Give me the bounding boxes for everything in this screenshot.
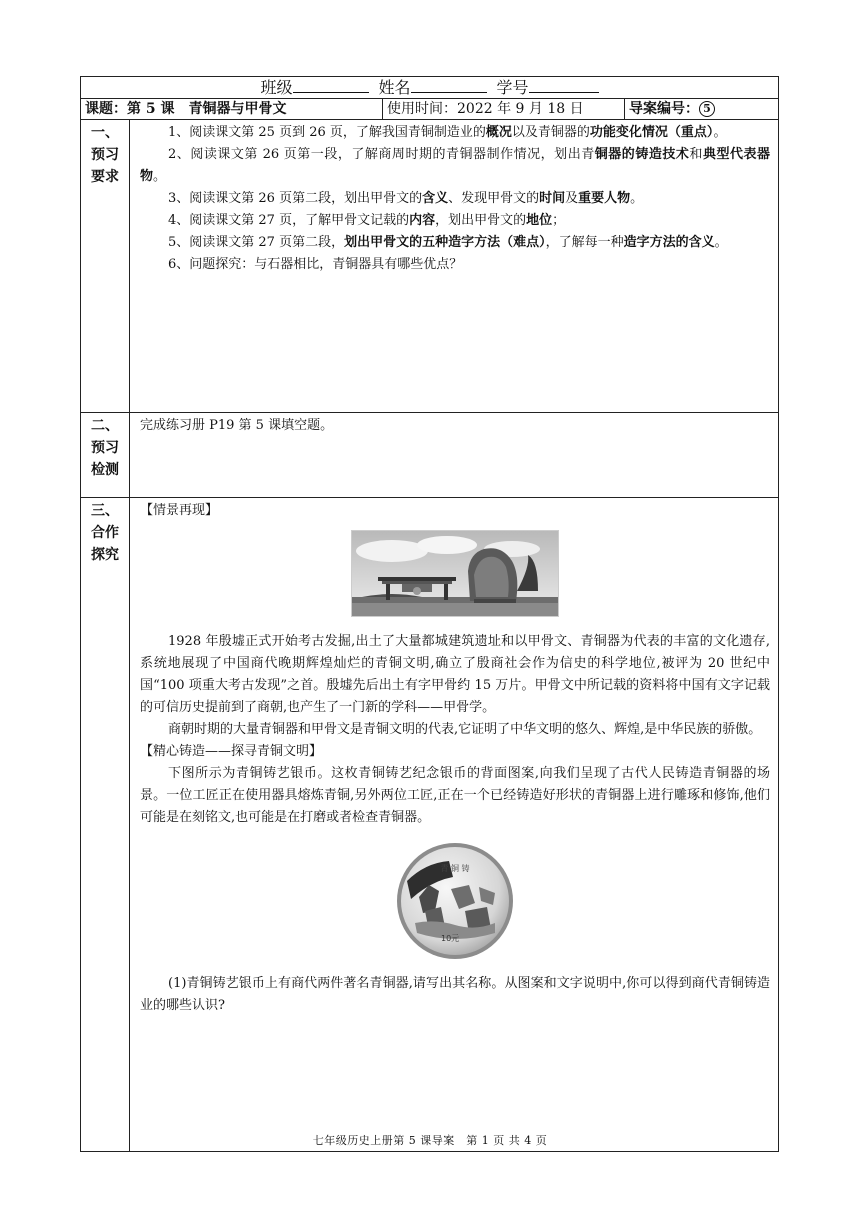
requirement-item <box>140 254 770 276</box>
requirement-text: 和 <box>689 147 703 162</box>
preview-check-text: 完成练习册 P19 第 5 课填空题。 <box>140 418 334 433</box>
section1-label: 一、 预习 要求 <box>81 120 130 413</box>
requirement-key-phrase: 划出甲骨文的五种造字方法（难点） <box>344 235 546 250</box>
scene-title: 【情景再现】 <box>140 503 219 518</box>
requirement-text: 。 <box>153 169 167 184</box>
section-preview-check <box>81 413 779 498</box>
requirement-key-phrase: 造字方法的含义 <box>623 235 715 250</box>
name-blank[interactable] <box>411 77 487 93</box>
requirement-item <box>140 122 770 144</box>
section2-content <box>130 413 779 498</box>
requirement-text: 、发现甲骨文的 <box>448 191 540 206</box>
requirement-text: 1、阅读课文第 25 页到 26 页，了解我国青铜制造业的 <box>168 125 486 140</box>
requirement-item <box>140 232 770 254</box>
page-footer: 七年级历史上册第 5 课导案 第 1 页 共 4 页 <box>312 1134 548 1147</box>
section3-label: 三、 合作 探究 <box>81 498 130 1152</box>
usage-date: 使用时间：2022 年 9 月 18 日 <box>387 101 584 117</box>
requirement-key-phrase: 铜器的铸造技术 <box>594 147 690 162</box>
requirement-key-phrase: 典型代表器物 <box>140 147 771 184</box>
requirement-key-phrase: 含义 <box>422 191 449 206</box>
casting-title: 【精心铸造——探寻青铜文明】 <box>140 744 323 759</box>
requirement-key-phrase: 重要人物 <box>578 191 631 206</box>
requirement-text: 。 <box>630 191 644 206</box>
scene-paragraph-1: 1928 年殷墟正式开始考古发掘,出土了大量都城建筑遗址和以甲骨文、青铜器为代表的丰富的文化遗存,系统地展现了中国商代晚期辉煌灿烂的青铜文明,确立了殷商社会作为信史的科学地位,被评为 20 世纪中国“100 项重大考古发现”之首。殷墟先后出土有字甲骨约 15 万片。甲骨文中所记载的资料将中国有文字记载的可信历史提前到了商朝,也产生了一门新的学科——甲骨学。 <box>140 634 771 715</box>
svg-text:青 铜 铸: 青 铜 铸 <box>440 864 470 873</box>
requirement-key-phrase: 功能变化情况（重点） <box>589 125 714 140</box>
requirement-item <box>140 188 770 210</box>
guide-number-value: 5 <box>699 101 715 117</box>
section-preview-requirements <box>81 120 779 413</box>
section-cooperative-inquiry <box>81 498 779 1152</box>
requirement-item <box>140 210 770 232</box>
name-label: 姓名 <box>378 78 411 97</box>
requirement-text: 。 <box>714 235 728 250</box>
lesson-topic: 课题：第 5 课 青铜器与甲骨文 <box>85 101 287 117</box>
requirement-text: 及 <box>565 191 579 206</box>
requirement-text: 2、阅读课文第 26 页第一段，了解商周时期的青铜器制作情况，划出青 <box>168 147 595 162</box>
class-label: 班级 <box>260 78 293 97</box>
requirement-text: 3、阅读课文第 26 页第二段，划出甲骨文的 <box>168 191 423 206</box>
requirement-text: 以及青铜器的 <box>511 125 590 140</box>
worksheet-table <box>80 76 779 1152</box>
bronze-casting-silver-coin <box>395 841 515 961</box>
student-id-label: 学号 <box>496 78 529 97</box>
section2-label: 二、 预习 检测 <box>81 413 130 498</box>
question-1: (1)青铜铸艺银币上有商代两件著名青铜器,请写出其名称。从图案和文字说明中,你可以得到商代青铜铸造业的哪些认识? <box>140 976 771 1013</box>
student-id-blank[interactable] <box>529 77 599 93</box>
casting-paragraph: 下图所示为青铜铸艺银币。这枚青铜铸艺纪念银币的背面图案,向我们呈现了古代人民铸造青铜器的场景。一位工匠正在使用器具熔炼青铜,另外两位工匠,正在一个已经铸造好形状的青铜器上进行雕琢和修饰,他们可能是在刻铭文,也可能是在打磨或者检查青铜器。 <box>140 766 771 825</box>
section1-content <box>130 120 779 413</box>
yinxu-site-illustration <box>352 531 558 616</box>
requirement-key-phrase: 概况 <box>485 125 512 140</box>
scene-paragraph-2: 商朝时期的大量青铜器和甲骨文是青铜文明的代表,它证明了中华文明的悠久、辉煌,是中华民族的骄傲。 <box>168 722 762 737</box>
requirement-key-phrase: 时间 <box>539 191 566 206</box>
requirement-text: 4、阅读课文第 27 页，了解甲骨文记载的 <box>168 213 410 228</box>
requirement-key-phrase: 地位 <box>526 213 553 228</box>
requirement-text: ，划出甲骨文的 <box>435 213 527 228</box>
requirement-key-phrase: 内容 <box>409 213 436 228</box>
guide-number <box>625 99 778 119</box>
lesson-title-row <box>81 99 779 120</box>
coin-denomination: 10元 <box>441 934 460 943</box>
requirement-text: ； <box>552 213 566 228</box>
worksheet <box>80 76 778 1152</box>
yinxu-site-photo <box>351 530 559 617</box>
class-blank[interactable] <box>293 77 369 93</box>
section3-content <box>130 498 779 1152</box>
requirement-text: ，了解每一种 <box>545 235 624 250</box>
requirement-text: 5、阅读课文第 27 页第二段， <box>168 235 345 250</box>
requirement-item <box>140 144 770 188</box>
requirement-text: 。 <box>713 125 727 140</box>
requirement-text: 6、问题探究：与石器相比，青铜器具有哪些优点？ <box>168 257 463 272</box>
student-info-row <box>81 77 779 99</box>
guide-number-label: 导案编号： <box>629 101 699 117</box>
